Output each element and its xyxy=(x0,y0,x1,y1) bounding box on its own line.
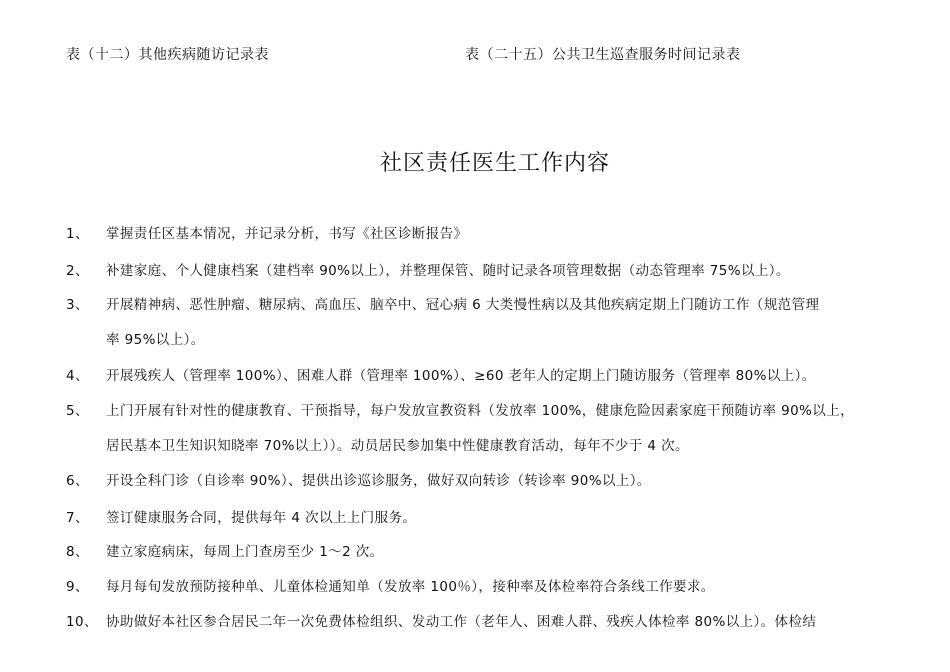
item-number: 9、 xyxy=(66,579,89,595)
item-text: 开设全科门诊（自诊率 90%）、提供出诊巡诊服务，做好双向转诊（转诊率 90%以上）。 xyxy=(106,473,651,489)
item-number: 5、 xyxy=(66,403,89,419)
item-text: 开展精神病、恶性肿瘤、糖尿病、高血压、脑卒中、冠心病 6 大类慢性病以及其他疾病定期上门随访工作（规范管理 xyxy=(106,297,820,313)
item-text: 协助做好本社区参合居民二年一次免费体检组织、发动工作（老年人、困难人群、残疾人体检率 80%以上）。体检结 xyxy=(106,614,817,630)
item-number: 3、 xyxy=(66,297,89,313)
item-text: 每月每旬发放预防接种单、儿童体检通知单（发放率 100％），接种率及体检率符合条线工作要求。 xyxy=(106,579,715,595)
item-number: 7、 xyxy=(66,510,89,526)
list-item-4 xyxy=(66,364,816,384)
item-text: 建立家庭病床，每周上门查房至少 1～2 次。 xyxy=(106,544,384,560)
item-number: 1、 xyxy=(66,226,89,242)
list-item-1 xyxy=(66,222,467,242)
page-title: 社区责任医生工作内容 xyxy=(379,151,610,176)
item-text: 补建家庭、个人健康档案（建档率 90%以上），并整理保管、随时记录各项管理数据（动态管理率 75%以上）。 xyxy=(106,263,790,279)
item-text: 签订健康服务合同，提供每年 4 次以上上门服务。 xyxy=(106,510,417,526)
item-number: 8、 xyxy=(66,544,89,560)
item-number: 6、 xyxy=(66,473,89,489)
header-right-form-title: 表（二十五）公共卫生巡查服务时间记录表 xyxy=(465,47,741,63)
item-number: 4、 xyxy=(66,368,89,384)
item-text-continued: 居民基本卫生知识知晓率 70%以上））。动员居民参加集中性健康教育活动，每年不少于 4 次。 xyxy=(106,438,689,454)
item-number: 2、 xyxy=(66,263,89,279)
item-text: 上门开展有针对性的健康教育、干预指导，每户发放宣教资料（发放率 100%，健康危险因素家庭干预随访率 90%以上， xyxy=(106,403,854,419)
list-item-2 xyxy=(66,259,790,279)
list-item-9 xyxy=(66,575,715,595)
list-item-10 xyxy=(66,610,816,630)
item-number: 10、 xyxy=(66,614,98,630)
list-item-5 xyxy=(66,399,854,419)
item-text: 开展残疾人（管理率 100%）、困难人群（管理率 100%）、≥60 老年人的定期上门随访服务（管理率 80%以上）。 xyxy=(106,368,816,384)
list-item-6 xyxy=(66,469,651,489)
list-item-3 xyxy=(66,293,819,313)
item-text-continued: 率 95%以上）。 xyxy=(106,332,205,348)
header-left-form-title: 表（十二）其他疾病随访记录表 xyxy=(66,47,269,63)
item-text: 掌握责任区基本情况，并记录分析，书写《社区诊断报告》 xyxy=(106,226,468,242)
list-item-7 xyxy=(66,506,416,526)
list-item-8 xyxy=(66,540,384,560)
